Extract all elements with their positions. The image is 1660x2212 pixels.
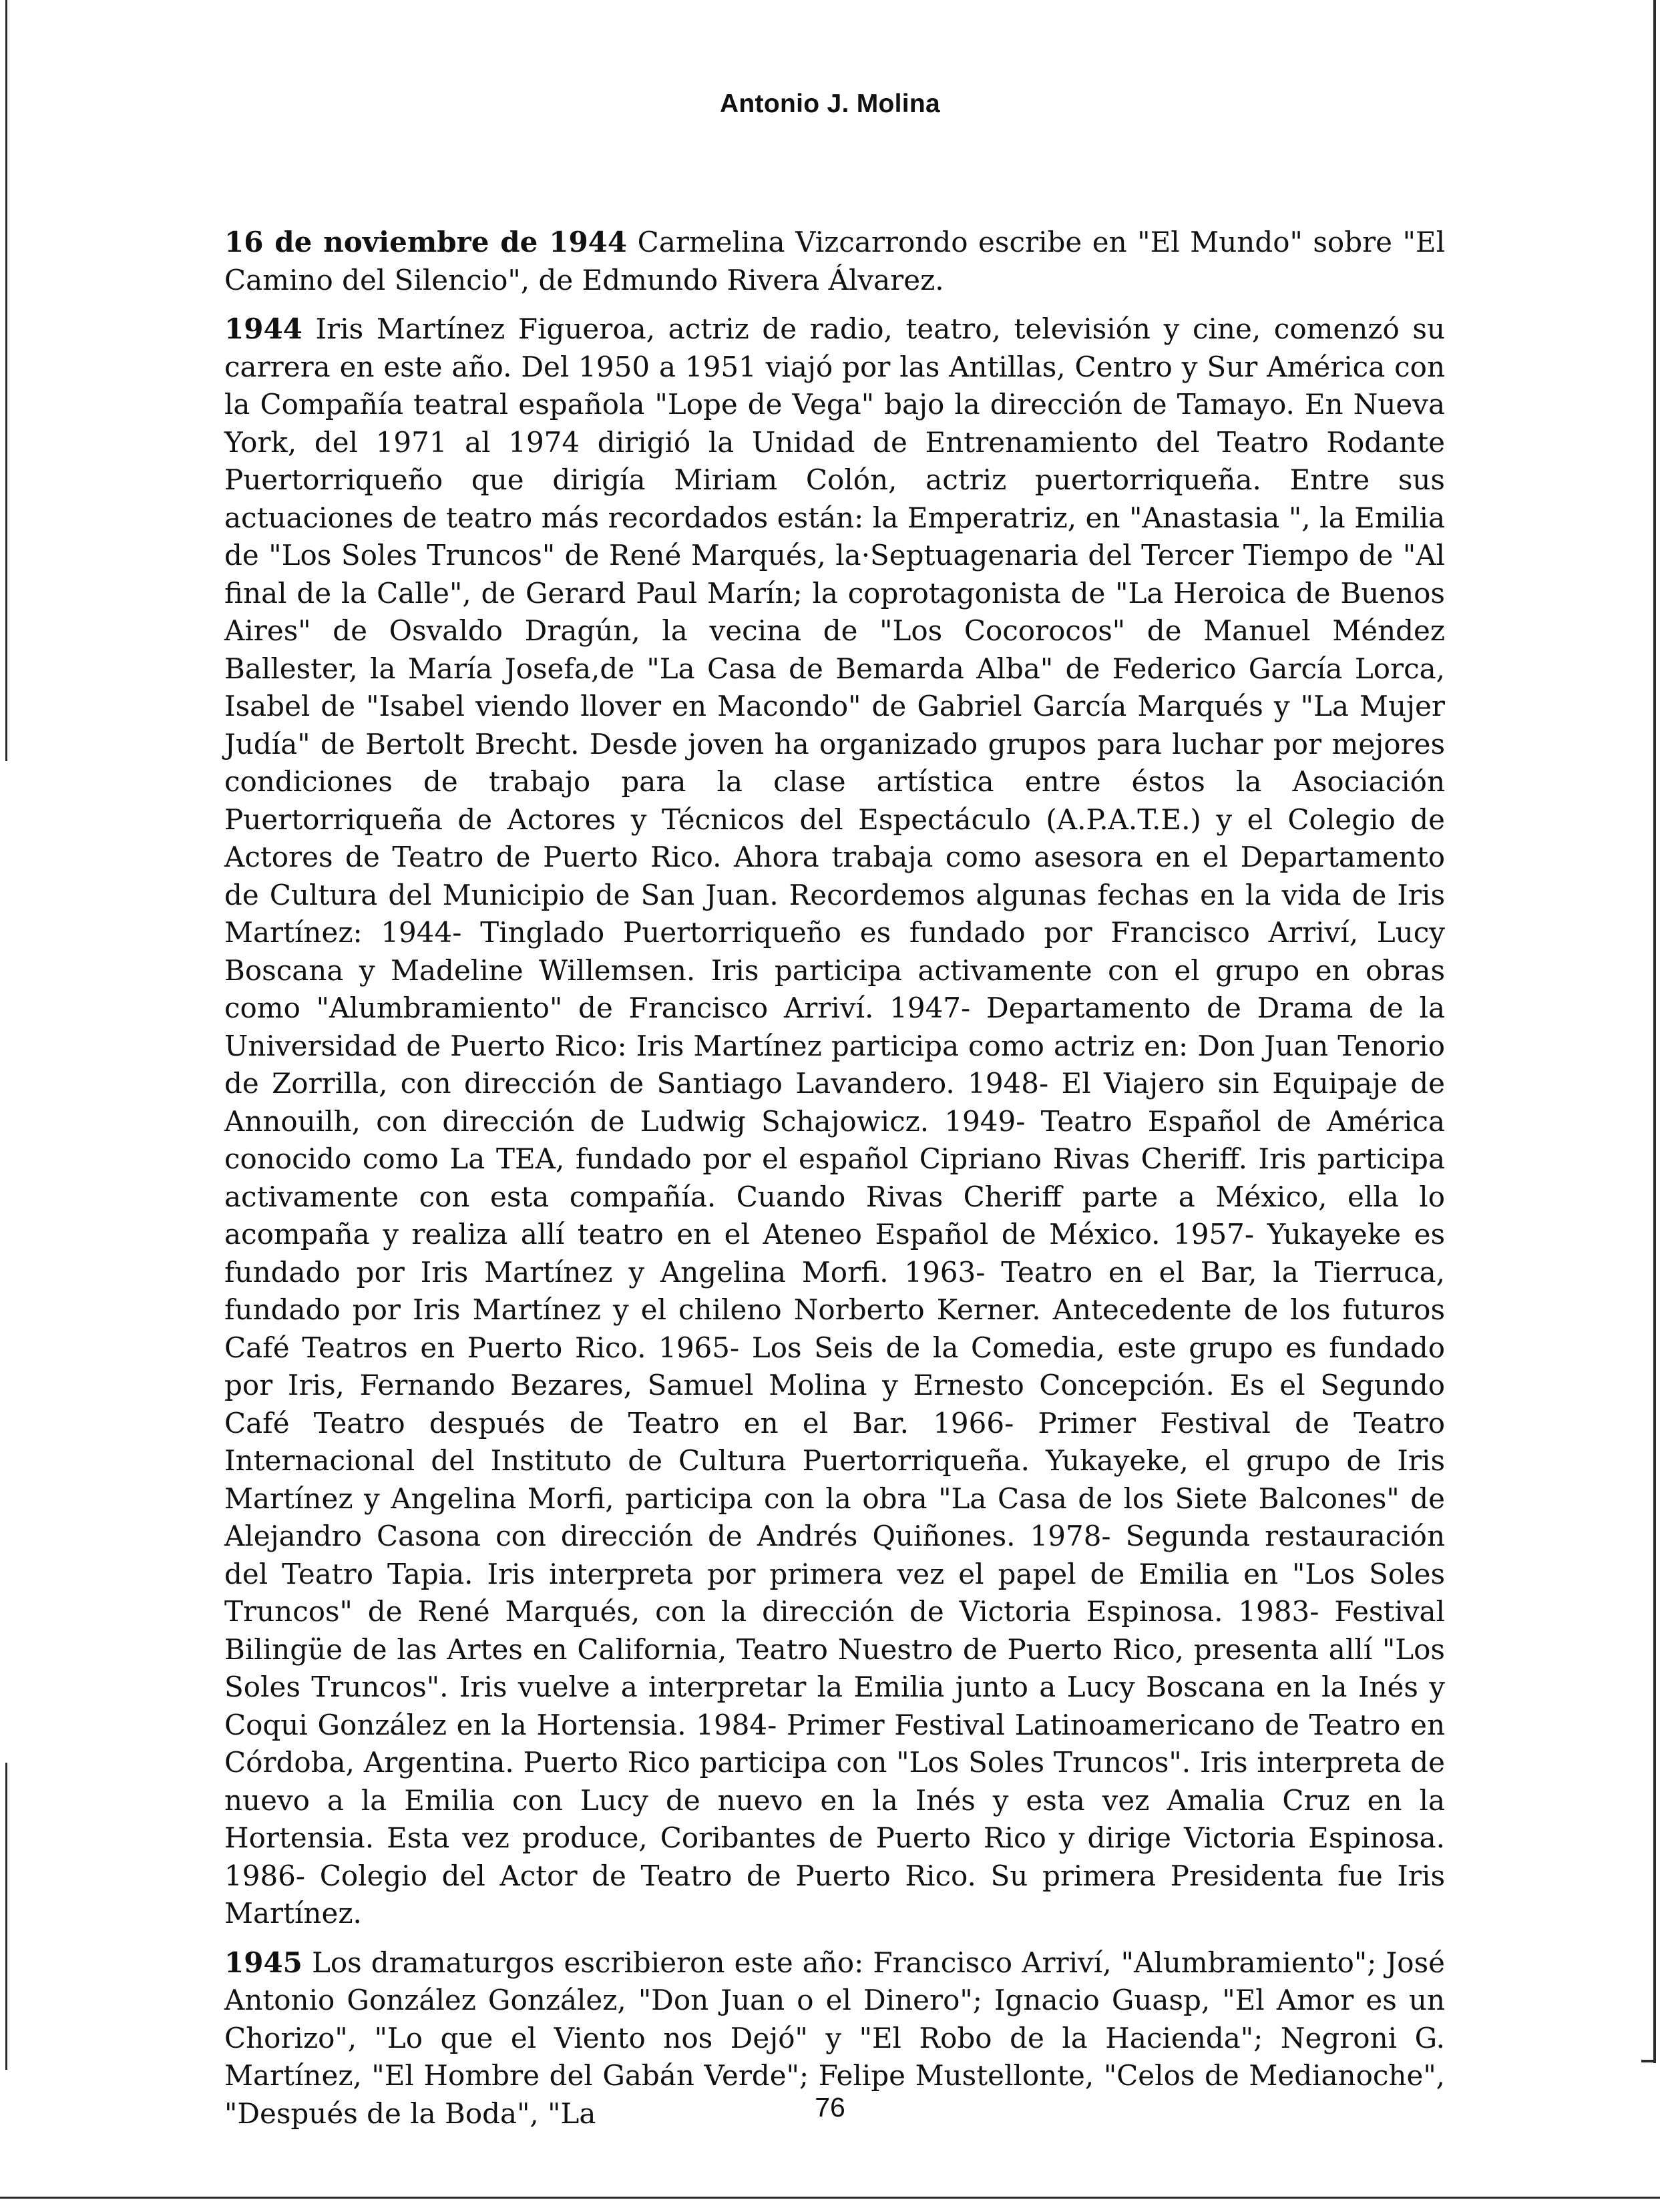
scan-border-bottom: [0, 2197, 1660, 2199]
entry-text: Carmelina Vizcarrondo escribe en "El Mundo" sobre "El Camino del Silencio", de Edmundo Rivera Álvarez.: [224, 226, 1446, 296]
scan-border-right: [1653, 0, 1656, 2063]
entry-text: Iris Martínez Figueroa, actriz de radio, teatro, televisión y cine, comenzó su carrera en este año. Del 1950 a 1951 viajó por las Antillas, Centro y Sur América con la Compañía teatral española "Lope de Vega" bajo la dirección de Tamayo. En Nueva York, del 1971 al 1974 dirigió la Unidad de Entrenamiento del Teatro Rodante Puertorriqueño que dirigía Miriam Colón, actriz puertorriqueña. Entre sus actuaciones de teatro más recordados están: la Emperatriz, en "Anastasia ", la Emilia de "Los Soles Truncos" de René Marqués, la·Septuagenaria del Tercer Tiempo de "Al final de la Calle", de Gerard Paul Marín; la coprotagonista de "La Heroica de Buenos Aires" de Osvaldo Dragún, la vecina de "Los Cocorocos" de Manuel Méndez Ballester, la María Josefa,de "La Casa de Bemarda Alba" de Federico García Lorca, Isabel de "Isabel viendo llover en Macondo" de Gabriel García Marqués y "La Mujer Judía" de Bertolt Brecht. Desde joven ha organizado grupos para luchar por mejores condiciones de trabajo para la clase artística entre éstos la Asociación Puertorriqueña de Actores y Técnicos del Espectáculo (A.P.A.T.E.) y el Colegio de Actores de Teatro de Puerto Rico. Ahora trabaja como asesora en el Departamento de Cultura del Municipio de San Juan. Recordemos algunas fechas en la vida de Iris Martínez: 1944- Tinglado Puertorriqueño es fundado por Francisco Arriví, Lucy Boscana y Madeline Willemsen. Iris participa activamente con el grupo en obras como "Alumbramiento" de Francisco Arriví. 1947- Departamento de Drama de la Universidad de Puerto Rico: Iris Martínez participa como actriz en: Don Juan Tenorio de Zorrilla, con dirección de Santiago Lavandero. 1948- El Viajero sin Equipaje de Annouilh, con dirección de Ludwig Schajowicz. 1949- Teatro Español de América conocido como La TEA, fundado por el español Cipriano Rivas Cheriff. Iris participa activamente con esta compañía. Cuando Rivas Cheriff parte a México, ella lo acompaña y realiza allí teatro en el Ateneo Español de México. 1957- Yukayeke es fundado por Iris Martínez y Angelina Morfi. 1963- Teatro en el Bar, la Tierruca, fundado por Iris Martínez y el chileno Norberto Kerner. Antecedente de los futuros Café Teatros en Puerto Rico. 1965- Los Seis de la Comedia, este grupo es fundado por Iris, Fernando Bezares, Samuel Molina y Ernesto Concepción. Es el Segundo Café Teatro después de Teatro en el Bar. 1966- Primer Festival de Teatro Internacional del Instituto de Cultura Puertorriqueña. Yukayeke, el grupo de Iris Martínez y Angelina Morfi, participa con la obra "La Casa de los Siete Balcones" de Alejandro Casona con dirección de Andrés Quiñones. 1978- Segunda restauración del Teatro Tapia. Iris interpreta por primera vez el papel de Emilia en "Los Soles Truncos" de René Marqués, con la dirección de Victoria Espinosa. 1983- Festival Bilingüe de las Artes en California, Teatro Nuestro de Puerto Rico, presenta allí "Los Soles Truncos". Iris vuelve a interpretar la Emilia junto a Lucy Boscana en la Inés y Coqui González en la Hortensia. 1984- Primer Festival Latinoamericano de Teatro en Córdoba, Argentina. Puerto Rico participa con "Los Soles Truncos". Iris interpreta de nuevo a la Emilia con Lucy de nuevo en la Inés y esta vez Amalia Cruz en la Hortensia. Esta vez produce, Coribantes de Puerto Rico y dirige Victoria Espinosa. 1986- Colegio del Actor de Teatro de Puerto Rico. Su primera Presidenta fue Iris Martínez.: [224, 312, 1445, 1930]
scan-border-left-lower: [5, 1763, 7, 2070]
running-head: Antonio J. Molina: [719, 89, 941, 118]
entry-date: 16 de noviembre de 1944: [224, 226, 628, 258]
page-body: [224, 224, 1445, 2144]
entry-text: Los dramaturgos escribieron este año: Francisco Arriví, "Alumbramiento"; José Antonio González González, "Don Juan o el Dinero"; Ignacio Guasp, "El Amor es un Chorizo", "Lo que el Viento nos Dejó" y "El Robo de la Hacienda"; Negroni G. Martínez, "El Hombre del Gabán Verde"; Felipe Mustellonte, "Celos de Medianoche", "Después de la Boda", "La: [224, 1946, 1445, 2130]
scan-border-right-tick: [1641, 2060, 1656, 2062]
entry-1944-november: [224, 224, 1445, 299]
page-number: 76: [815, 2092, 845, 2123]
entry-date: 1945: [224, 1946, 302, 1979]
entry-1944-iris-martinez: [224, 310, 1445, 1933]
entry-date: 1944: [224, 312, 302, 345]
